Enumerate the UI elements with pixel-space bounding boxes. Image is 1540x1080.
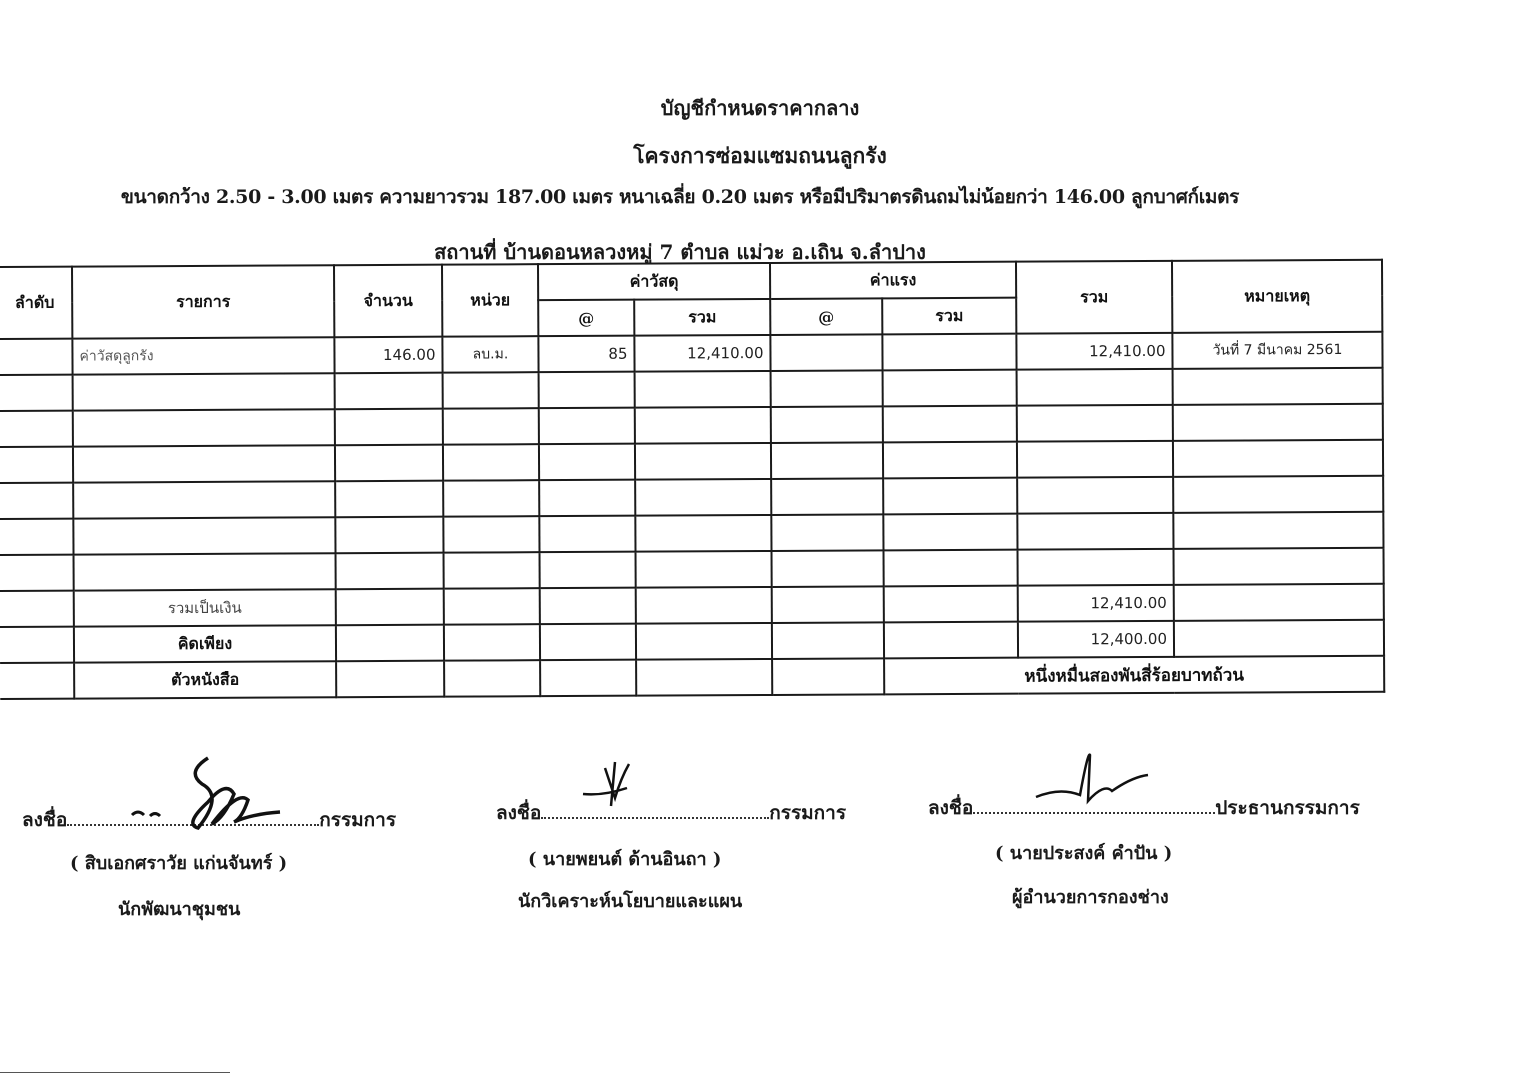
header-qty: จำนวน xyxy=(334,265,442,338)
rounded-value: 12,400.00 xyxy=(1018,621,1174,658)
handwritten-signature-1 xyxy=(120,750,290,835)
header-material-at: @ xyxy=(538,300,634,337)
header-material-sum: รวม xyxy=(634,299,770,336)
signer-name-2: ( นายพยนต์ ด้านอินถา ) xyxy=(528,849,722,870)
cell-no xyxy=(0,339,73,375)
cell-qty: 146.00 xyxy=(334,337,442,374)
price-table xyxy=(0,259,1385,700)
total-label: รวมเป็นเงิน xyxy=(74,589,336,626)
header-item: รายการ xyxy=(72,265,334,338)
document-title: บัญชีกำหนดราคากลาง xyxy=(660,96,860,120)
cell-labor-unit-price xyxy=(770,334,882,371)
header-labor-at: @ xyxy=(770,298,882,335)
project-location: สถานที่ บ้านดอนหลวงหมู่ 7 ตำบล แม่วะ อ.เถิน จ.ลำปาง xyxy=(434,240,926,264)
header-total: รวม xyxy=(1016,261,1172,334)
cell-item: ค่าวัสดุลูกรัง xyxy=(72,337,334,374)
signature-prefix: ลงชื่อ xyxy=(496,802,542,824)
signer-name-1: ( สิบเอกศราวัย แก่นจันทร์ ) xyxy=(70,853,288,874)
cell-labor-sum xyxy=(882,334,1016,371)
words-label: ตัวหนังสือ xyxy=(74,661,336,698)
project-name: โครงการซ่อมแซมถนนลูกรัง xyxy=(633,143,887,168)
words-row xyxy=(0,656,1384,699)
header-labor: ค่าแรง xyxy=(770,262,1016,299)
header-no: ลำดับ xyxy=(0,267,72,339)
page-edge-line xyxy=(0,1072,230,1073)
price-table-wrapper xyxy=(0,259,1385,700)
project-specification: ขนาดกว้าง 2.50 - 3.00 เมตร ความยาวรวม 187.00 เมตร หนาเฉลี่ย 0.20 เมตร หรือมีปริมาตรดินถมไม่น้อยกว่า 146.00 ลูกบาศก์เมตร xyxy=(120,186,1240,208)
signature-prefix: ลงชื่อ xyxy=(22,809,68,831)
signer-position-2: นักวิเคราะห์นโยบายและแผน xyxy=(518,891,743,912)
cell-remark: วันที่ 7 มีนาคม 2561 xyxy=(1172,332,1382,369)
handwritten-signature-2 xyxy=(575,758,645,813)
cell-material-unit-price: 85 xyxy=(538,336,634,373)
amount-in-words: หนึ่งหมื่นสองพันสี่ร้อยบาทถ้วน xyxy=(884,656,1384,695)
header-remark: หมายเหตุ xyxy=(1172,260,1382,333)
cell-total: 12,410.00 xyxy=(1016,333,1172,370)
signature-line-2 xyxy=(496,798,846,828)
signer-position-3: ผู้อำนวยการกองช่าง xyxy=(1012,887,1169,908)
header-unit: หน่วย xyxy=(442,264,538,337)
signature-role: กรรมการ xyxy=(769,802,847,824)
handwritten-signature-3 xyxy=(1030,745,1150,810)
signature-prefix: ลงชื่อ xyxy=(928,797,974,819)
signature-role: ประธานกรรมการ xyxy=(1215,797,1360,819)
header-material: ค่าวัสดุ xyxy=(538,263,770,300)
signer-name-3: ( นายประสงค์ คำปัน ) xyxy=(995,843,1173,864)
signer-position-1: นักพัฒนาชุมชน xyxy=(118,899,241,920)
signature-role: กรรมการ xyxy=(319,809,397,831)
cell-unit: ลบ.ม. xyxy=(442,336,538,373)
header-labor-sum: รวม xyxy=(882,298,1016,335)
header-row-1 xyxy=(0,260,1382,303)
total-value: 12,410.00 xyxy=(1018,585,1174,622)
cell-material-sum: 12,410.00 xyxy=(634,335,770,372)
rounded-label: คิดเพียง xyxy=(74,625,336,662)
